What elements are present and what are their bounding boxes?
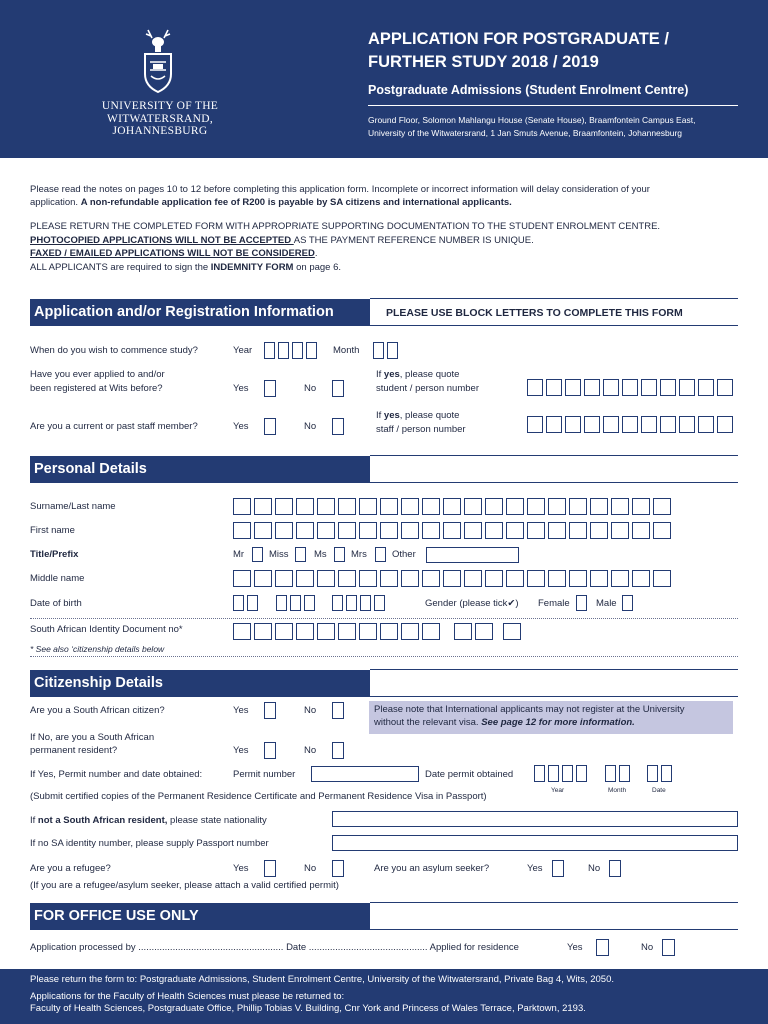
middle-name-boxes[interactable] <box>233 570 671 587</box>
yes-label: Yes <box>233 383 249 394</box>
surname-boxes[interactable] <box>233 498 671 515</box>
applied-before-label-1: Have you ever applied to and/or <box>30 369 165 380</box>
yes-label: Yes <box>233 745 249 756</box>
dob-year-boxes[interactable] <box>332 595 385 611</box>
citizen-yes-checkbox[interactable] <box>264 702 276 719</box>
commence-label: When do you wish to commence study? <box>30 345 198 356</box>
footer-banner <box>0 969 768 1024</box>
resident-no-checkbox[interactable] <box>332 742 344 759</box>
yes-label: Yes <box>233 863 249 874</box>
title-prefix-label: Title/Prefix <box>30 549 79 560</box>
passport-number-field[interactable] <box>332 835 738 851</box>
intro-line-2: application. A non-refundable application fee of R200 is payable by SA citizens and international applicants. <box>30 197 512 208</box>
student-number-label: student / person number <box>376 383 479 394</box>
male-checkbox[interactable] <box>622 595 633 611</box>
permit-question-label: If Yes, Permit number and date obtained: <box>30 769 203 780</box>
citizen-no-checkbox[interactable] <box>332 702 344 719</box>
mr-checkbox[interactable] <box>252 547 263 562</box>
student-number-boxes[interactable] <box>527 379 733 396</box>
permanent-resident-label-1: If No, are you a South African <box>30 732 155 743</box>
section-rule <box>370 325 738 326</box>
female-checkbox[interactable] <box>576 595 587 611</box>
staff-number-label: staff / person number <box>376 424 466 435</box>
passport-label: If no SA identity number, please supply Passport number <box>30 838 269 849</box>
intro-line-4: PHOTOCOPIED APPLICATIONS WILL NOT BE ACCEPTED AS THE PAYMENT REFERENCE NUMBER IS UNIQUE. <box>30 235 534 246</box>
yes-label: Yes <box>567 942 583 953</box>
section-rule <box>370 902 738 903</box>
sa-id-label: South African Identity Document no* <box>30 624 183 635</box>
office-use-heading: FOR OFFICE USE ONLY <box>30 903 370 930</box>
date-caption: Date <box>652 787 666 794</box>
section-rule <box>370 929 738 930</box>
intro-line-1: Please read the notes on pages 10 to 12 before completing this application form. Incomplete or incorrect information will delay consideration of your <box>30 184 650 195</box>
asylum-label: Are you an asylum seeker? <box>374 863 490 874</box>
asylum-no-checkbox[interactable] <box>609 860 621 877</box>
section-rule <box>370 669 738 670</box>
international-visa-note: Please note that International applicants may not register at the University without the relevant visa. See page 12 for more information. <box>369 701 733 734</box>
intro-line-3: PLEASE RETURN THE COMPLETED FORM WITH APPROPRIATE SUPPORTING DOCUMENTATION TO THE STUDENT ENROLMENT CENTRE. <box>30 221 661 232</box>
applied-yes-checkbox[interactable] <box>264 380 276 397</box>
commence-month-boxes[interactable] <box>373 342 398 359</box>
ms-checkbox[interactable] <box>334 547 345 562</box>
sa-id-boxes-2[interactable] <box>454 623 493 640</box>
permit-number-label: Permit number <box>233 769 296 780</box>
university-name: UNIVERSITY OF THE WITWATERSRAND, JOHANNESBURG <box>101 100 219 137</box>
permit-month-boxes[interactable] <box>605 765 630 782</box>
yes-label: Yes <box>233 705 249 716</box>
yes-label: Yes <box>527 863 543 874</box>
residence-no-checkbox[interactable] <box>662 939 675 956</box>
staff-no-checkbox[interactable] <box>332 418 344 435</box>
health-sciences-line-1: Applications for the Faculty of Health Sciences must please be returned to: <box>30 991 345 1002</box>
nationality-label: If not a South African resident, please state nationality <box>30 815 267 826</box>
resident-yes-checkbox[interactable] <box>264 742 276 759</box>
if-yes-label: If yes, please quote <box>376 369 460 380</box>
form-subtitle: Postgraduate Admissions (Student Enrolment Centre) <box>368 83 689 97</box>
no-label: No <box>588 863 601 874</box>
refugee-no-checkbox[interactable] <box>332 860 344 877</box>
year-caption: Year <box>551 787 565 794</box>
mr-label: Mr <box>233 549 245 560</box>
submit-copies-note: (Submit certified copies of the Permanent Residence Certificate and Permanent Residence Visa in Passport) <box>30 791 487 802</box>
mrs-checkbox[interactable] <box>375 547 386 562</box>
no-label: No <box>304 745 317 756</box>
miss-label: Miss <box>269 549 289 560</box>
date-permit-label: Date permit obtained <box>425 769 514 780</box>
month-caption: Month <box>608 787 627 794</box>
personal-heading: Personal Details <box>30 456 370 483</box>
permanent-resident-label-2: permanent resident? <box>30 745 118 756</box>
dotted-divider <box>30 618 738 619</box>
staff-number-boxes[interactable] <box>527 416 733 433</box>
male-label: Male <box>596 598 617 609</box>
permit-year-boxes[interactable] <box>534 765 587 782</box>
gender-label: Gender (please tick✔) <box>425 598 519 609</box>
sa-id-boxes-3[interactable] <box>503 623 521 640</box>
processed-by-line: Application processed by ....................................................... Date ............................................. Applied for residence <box>30 942 519 953</box>
mrs-label: Mrs <box>351 549 367 560</box>
asylum-yes-checkbox[interactable] <box>552 860 564 877</box>
health-sciences-line-2: Faculty of Health Sciences, Postgraduate Office, Phillip Tobias V. Building, Cnr York and Princess of Wales Terrace, Parktown, 2193. <box>30 1003 586 1014</box>
month-label: Month <box>333 345 360 356</box>
citizenship-heading: Citizenship Details <box>30 670 370 697</box>
female-label: Female <box>538 598 570 609</box>
staff-member-label: Are you a current or past staff member? <box>30 421 198 432</box>
other-title-field[interactable] <box>426 547 519 563</box>
office-address: Ground Floor, Solomon Mahlangu House (Senate House), Braamfontein Campus East, University of the Witwatersrand, 1 Jan Smuts Avenue, Braamfontein, Johannesburg <box>368 115 696 138</box>
section-rule <box>370 482 738 483</box>
section-rule <box>370 298 738 299</box>
no-label: No <box>304 705 317 716</box>
other-label: Other <box>392 549 416 560</box>
no-label: No <box>304 383 317 394</box>
university-crest-icon <box>138 26 178 96</box>
header-banner <box>0 0 768 158</box>
refugee-label: Are you a refugee? <box>30 863 111 874</box>
commence-year-boxes[interactable] <box>264 342 317 359</box>
first-name-boxes[interactable] <box>233 522 671 539</box>
dob-label: Date of birth <box>30 598 82 609</box>
refugee-permit-note: (If you are a refugee/asylum seeker, please attach a valid certified permit) <box>30 880 339 891</box>
dob-month-boxes[interactable] <box>276 595 315 611</box>
surname-label: Surname/Last name <box>30 501 116 512</box>
nationality-field[interactable] <box>332 811 738 827</box>
if-yes-label: If yes, please quote <box>376 410 460 421</box>
block-letters-note: PLEASE USE BLOCK LETTERS TO COMPLETE THIS FORM <box>386 307 683 319</box>
first-name-label: First name <box>30 525 75 536</box>
year-label: Year <box>233 345 253 356</box>
dotted-divider <box>30 656 738 657</box>
ms-label: Ms <box>314 549 327 560</box>
permit-day-boxes[interactable] <box>647 765 672 782</box>
sa-id-boxes-1[interactable] <box>233 623 440 640</box>
residence-yes-checkbox[interactable] <box>596 939 609 956</box>
applied-before-label-2: been registered at Wits before? <box>30 383 163 394</box>
section-rule <box>370 455 738 456</box>
intro-line-6: ALL APPLICANTS are required to sign the INDEMNITY FORM on page 6. <box>30 262 342 273</box>
refugee-yes-checkbox[interactable] <box>264 860 276 877</box>
staff-yes-checkbox[interactable] <box>264 418 276 435</box>
no-label: No <box>641 942 654 953</box>
middle-name-label: Middle name <box>30 573 85 584</box>
header-divider <box>368 105 738 106</box>
see-also-note: * See also ‘citizenship details below <box>30 644 165 654</box>
no-label: No <box>304 421 317 432</box>
form-title: APPLICATION FOR POSTGRADUATE / FURTHER STUDY 2018 / 2019 <box>368 30 669 71</box>
applied-no-checkbox[interactable] <box>332 380 344 397</box>
miss-checkbox[interactable] <box>295 547 306 562</box>
intro-line-5: FAXED / EMAILED APPLICATIONS WILL NOT BE CONSIDERED. <box>30 248 318 259</box>
no-label: No <box>304 863 317 874</box>
dob-day-boxes[interactable] <box>233 595 258 611</box>
registration-heading: Application and/or Registration Information <box>30 299 370 326</box>
return-address-line: Please return the form to: Postgraduate Admissions, Student Enrolment Centre, University of the Witwatersrand, Private Bag 4, Wits, 2050. <box>30 974 614 985</box>
permit-number-field[interactable] <box>311 766 419 782</box>
section-rule <box>370 696 738 697</box>
yes-label: Yes <box>233 421 249 432</box>
sa-citizen-label: Are you a South African citizen? <box>30 705 165 716</box>
